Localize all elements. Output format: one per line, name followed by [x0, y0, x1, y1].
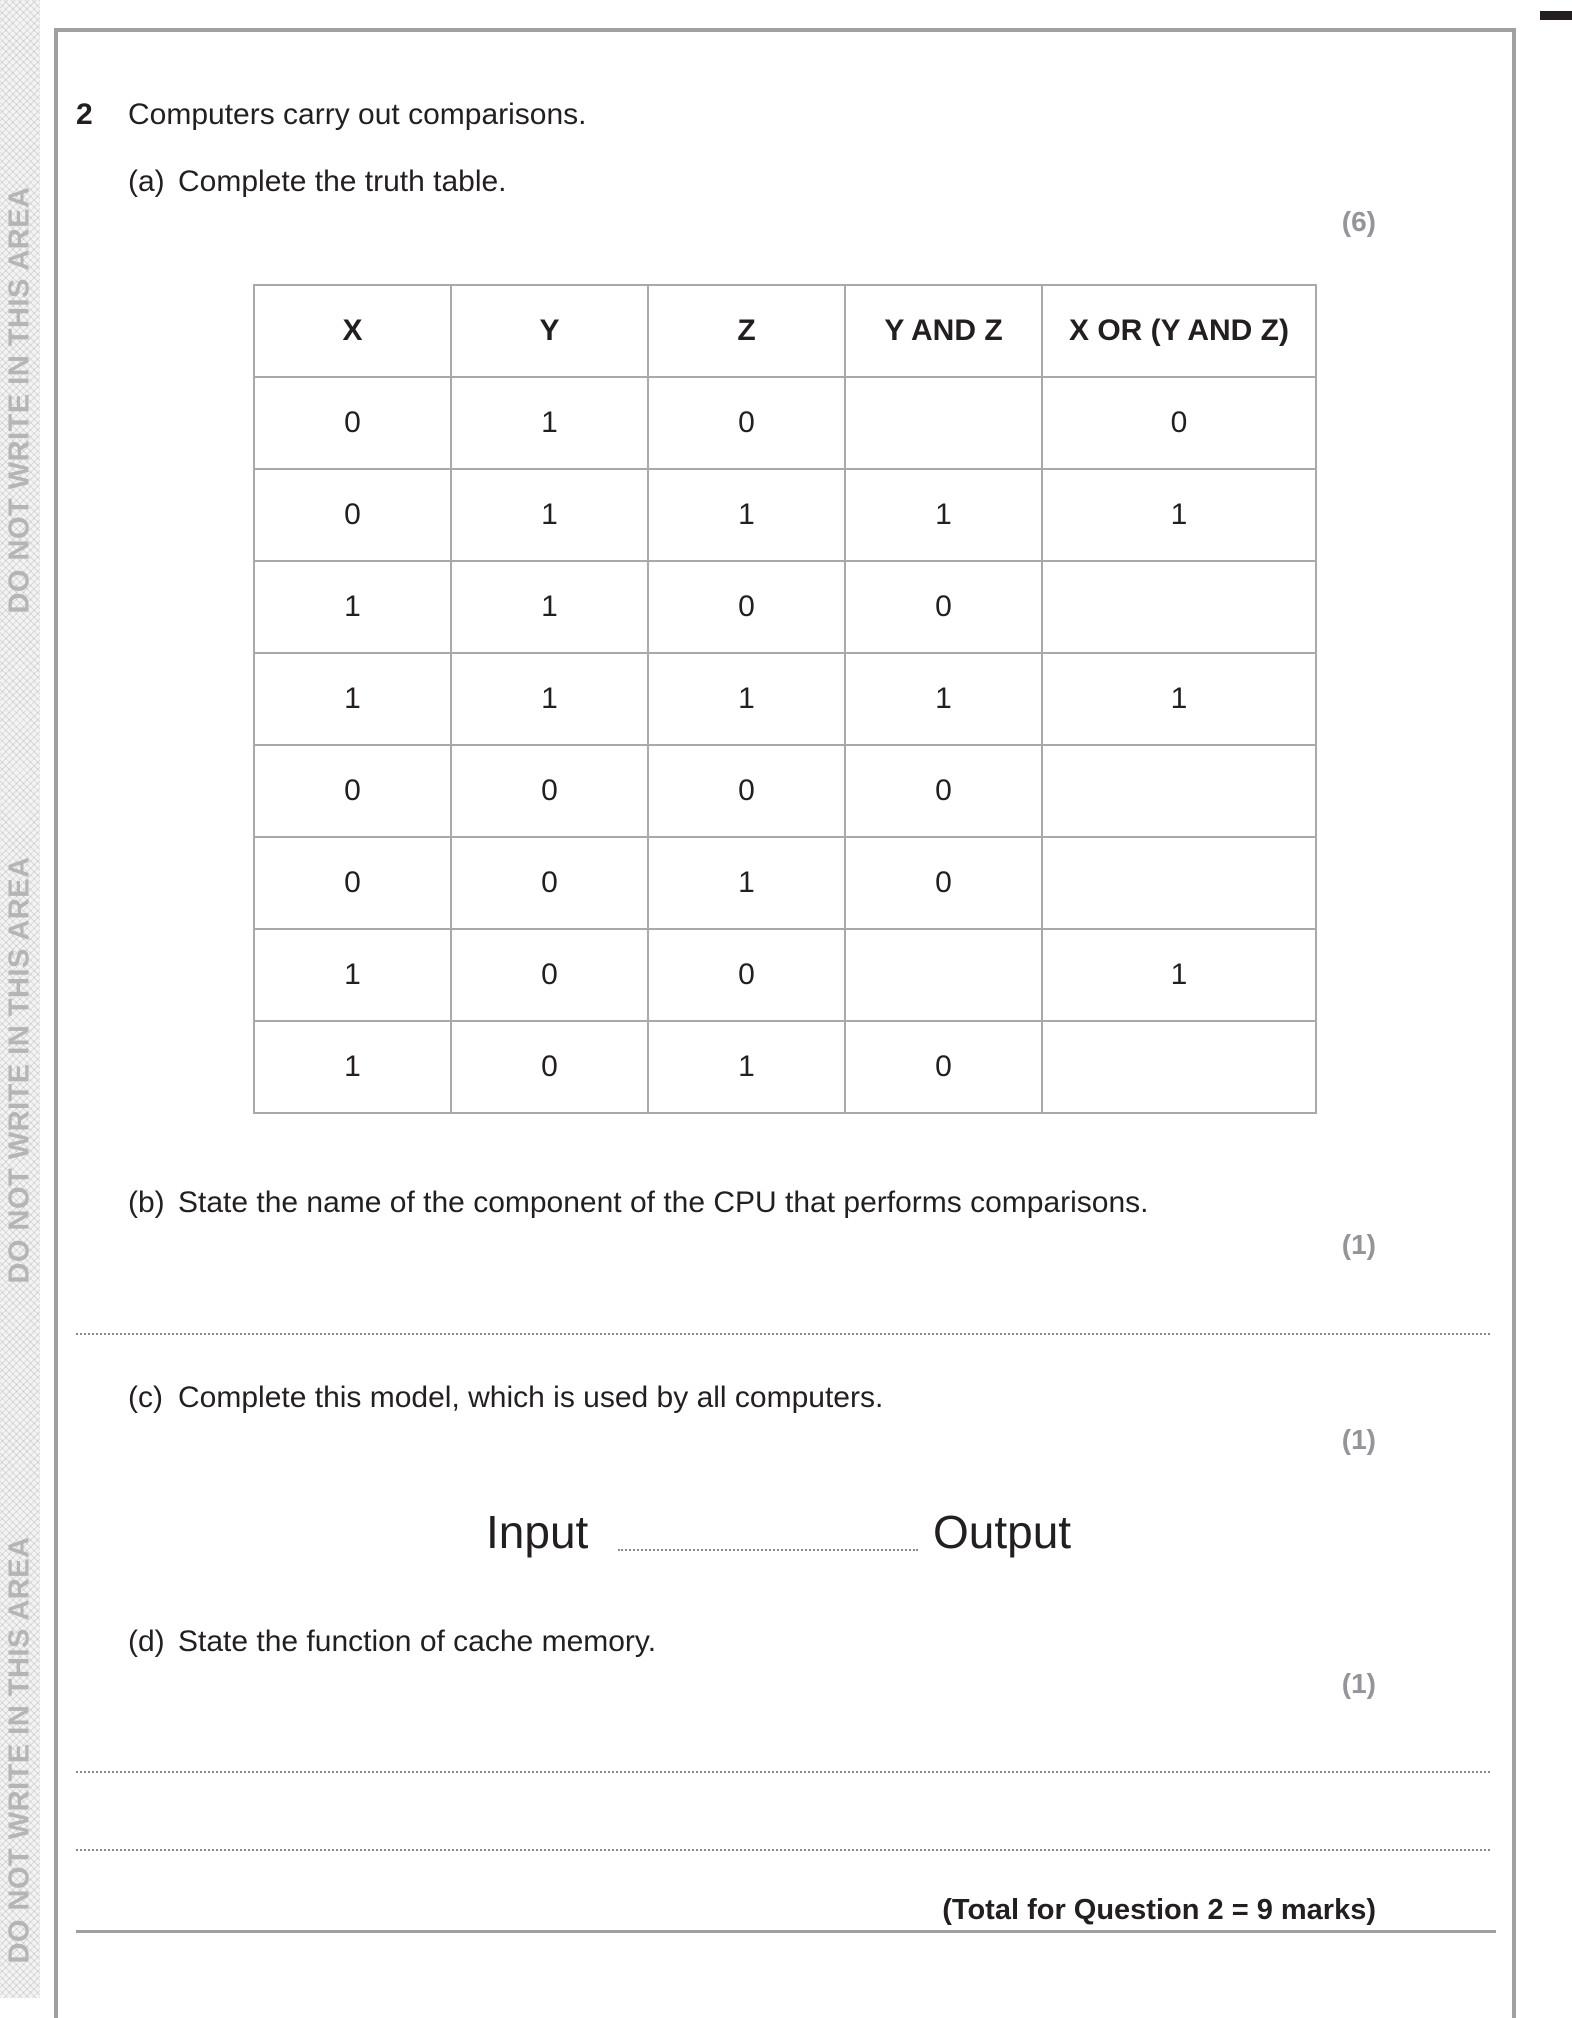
cell-x: 0	[254, 469, 451, 561]
part-d-marks: (1)	[1341, 1668, 1376, 1699]
part-a-label: (a)	[128, 165, 165, 198]
table-row	[254, 469, 1316, 561]
model-input: Input	[486, 1506, 589, 1558]
cell-x: 1	[254, 561, 451, 653]
cell-y-and-z: 0	[845, 561, 1042, 653]
cell-z: 0	[648, 745, 845, 837]
cell-y-and-z: 0	[845, 745, 1042, 837]
header-z: Z	[648, 285, 845, 377]
cell-z: 1	[648, 653, 845, 745]
cell-y: 0	[451, 745, 648, 837]
answer-line-d-2[interactable]	[76, 1849, 1490, 1851]
cell-z: 1	[648, 837, 845, 929]
margin-warning-middle: DO NOT WRITE IN THIS AREA	[3, 856, 36, 1284]
cell-y: 1	[451, 561, 648, 653]
answer-cell-x-or-y-and-z[interactable]	[1042, 745, 1316, 837]
cell-y: 0	[451, 1021, 648, 1113]
cell-y: 1	[451, 653, 648, 745]
part-b-label: (b)	[128, 1186, 165, 1219]
table-row	[254, 1021, 1316, 1113]
answer-cell-x-or-y-and-z[interactable]	[1042, 1021, 1316, 1113]
cell-z: 0	[648, 377, 845, 469]
part-d-label: (d)	[128, 1625, 165, 1658]
part-a-marks: (6)	[1341, 206, 1376, 237]
cell-y-and-z: 1	[845, 653, 1042, 745]
cell-x: 0	[254, 837, 451, 929]
cell-x: 0	[254, 745, 451, 837]
part-b-text: State the name of the component of the CPU that performs comparisons.	[178, 1186, 1149, 1219]
header-x-or-y-and-z: X OR (Y AND Z)	[1042, 285, 1316, 377]
cell-y-and-z: 1	[845, 469, 1042, 561]
answer-line-c[interactable]	[618, 1549, 918, 1551]
part-c-text: Complete this model, which is used by all computers.	[178, 1381, 884, 1414]
part-a-text: Complete the truth table.	[178, 165, 507, 198]
part-c-marks: (1)	[1341, 1424, 1376, 1455]
cell-z: 0	[648, 561, 845, 653]
cell-y: 1	[451, 469, 648, 561]
margin-warning-top: DO NOT WRITE IN THIS AREA	[3, 186, 36, 614]
answer-line-b[interactable]	[76, 1333, 1490, 1335]
margin-warning-bottom: DO NOT WRITE IN THIS AREA	[3, 1536, 36, 1964]
table-row	[254, 745, 1316, 837]
truth-table	[253, 284, 1317, 1114]
part-b-marks: (1)	[1341, 1229, 1376, 1260]
cell-z: 0	[648, 929, 845, 1021]
cell-y: 1	[451, 377, 648, 469]
table-row	[254, 837, 1316, 929]
total-marks: (Total for Question 2 = 9 marks)	[942, 1894, 1376, 1926]
part-c-label: (c)	[128, 1381, 163, 1414]
cell-x-or-y-and-z: 1	[1042, 653, 1316, 745]
corner-mark	[1540, 11, 1572, 20]
table-row	[254, 561, 1316, 653]
cell-x-or-y-and-z: 1	[1042, 929, 1316, 1021]
truth-table-header-row	[254, 285, 1316, 377]
part-d-text: State the function of cache memory.	[178, 1625, 657, 1658]
table-row	[254, 653, 1316, 745]
cell-x-or-y-and-z: 1	[1042, 469, 1316, 561]
cell-x-or-y-and-z: 0	[1042, 377, 1316, 469]
question-number: 2	[76, 98, 93, 131]
cell-y: 0	[451, 929, 648, 1021]
cell-y: 0	[451, 837, 648, 929]
answer-cell-x-or-y-and-z[interactable]	[1042, 561, 1316, 653]
cell-x: 0	[254, 377, 451, 469]
answer-line-d-1[interactable]	[76, 1771, 1490, 1773]
model-output: Output	[933, 1506, 1072, 1558]
answer-cell-x-or-y-and-z[interactable]	[1042, 837, 1316, 929]
cell-x: 1	[254, 1021, 451, 1113]
cell-z: 1	[648, 469, 845, 561]
margin-strip	[0, 0, 40, 1998]
answer-cell-y-and-z[interactable]	[845, 929, 1042, 1021]
answer-cell-y-and-z[interactable]	[845, 377, 1042, 469]
cell-x: 1	[254, 653, 451, 745]
cell-x: 1	[254, 929, 451, 1021]
header-y-and-z: Y AND Z	[845, 285, 1042, 377]
cell-y-and-z: 0	[845, 837, 1042, 929]
header-x: X	[254, 285, 451, 377]
table-row	[254, 377, 1316, 469]
bottom-rule	[76, 1930, 1496, 1933]
header-y: Y	[451, 285, 648, 377]
cell-y-and-z: 0	[845, 1021, 1042, 1113]
question-intro: Computers carry out comparisons.	[128, 98, 587, 131]
cell-z: 1	[648, 1021, 845, 1113]
table-row	[254, 929, 1316, 1021]
